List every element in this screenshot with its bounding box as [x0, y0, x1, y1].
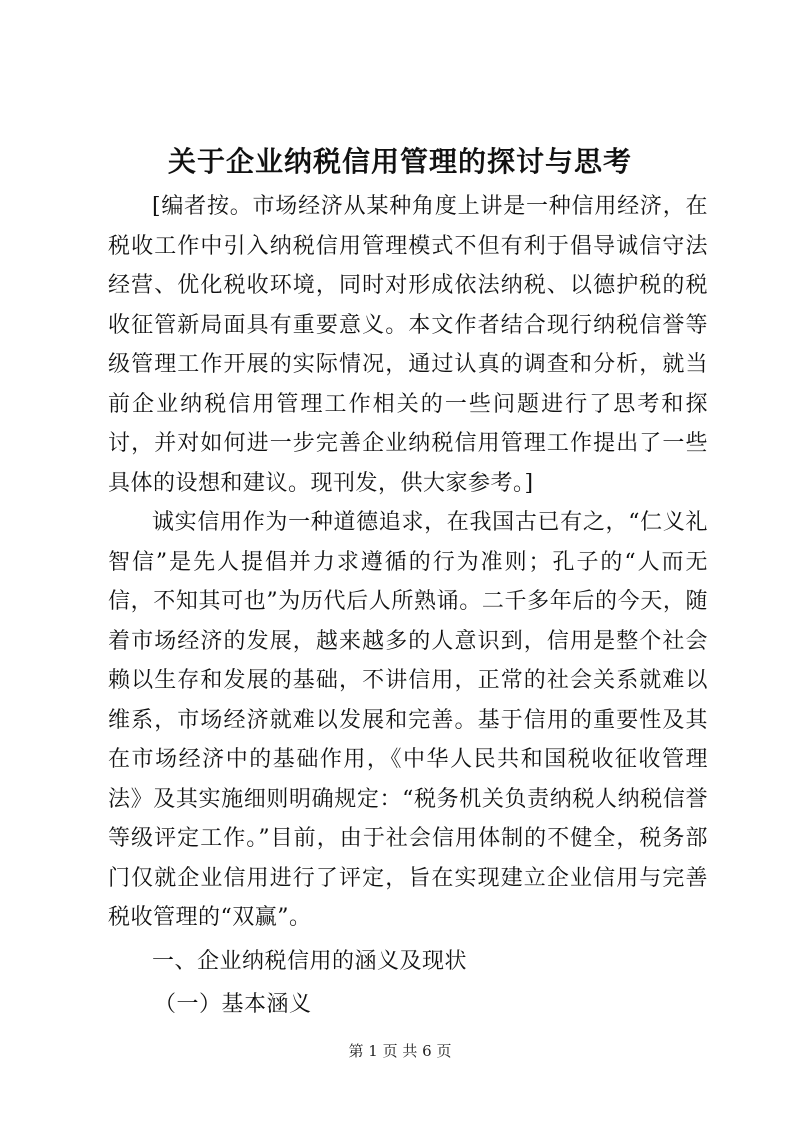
editor-note-paragraph: [编者按。市场经济从某种角度上讲是一种信用经济，在税收工作中引入纳税信用管理模式不但有利于倡导诚信守法经营、优化税收环境，同时对形成依法纳税、以德护税的税收征管新局面具有重要意义。本文作者结合现行纳税信誉等级管理工作开展的实际情况，通过认真的调查和分析，就当前企业纳税信用管理工作相关的一些问题进行了思考和探讨，并对如何进一步完善企业纳税信用管理工作提出了一些具体的设想和建议。现刊发，供大家参考。]	[108, 194, 708, 496]
page-number-footer: 第 1 页 共 6 页	[348, 1042, 452, 1060]
section-heading: 一、企业纳税信用的涵义及现状	[152, 948, 468, 974]
body-paragraph: 诚实信用作为一种道德追求，在我国古已有之，“仁义礼智信”是先人提倡并力求遵循的行为准则；孔子的“人而无信，不知其可也”为历代后人所熟诵。二千多年后的今天，随着市场经济的发展，越来越多的人意识到，信用是整个社会赖以生存和发展的基础，不讲信用，正常的社会关系就难以维系，市场经济就难以发展和完善。基于信用的重要性及其在市场经济中的基础作用，《中华人民共和国税收征收管理法》及其实施细则明确规定：“税务机关负责纳税人纳税信誉等级评定工作。”目前，由于社会信用体制的不健全，税务部门仅就企业信用进行了评定，旨在实现建立企业信用与完善税收管理的“双赢”。	[108, 510, 708, 930]
subsection-heading: （一）基本涵义	[154, 992, 312, 1017]
document-title: 关于企业纳税信用管理的探讨与思考	[167, 145, 632, 178]
document-body	[108, 187, 708, 1025]
